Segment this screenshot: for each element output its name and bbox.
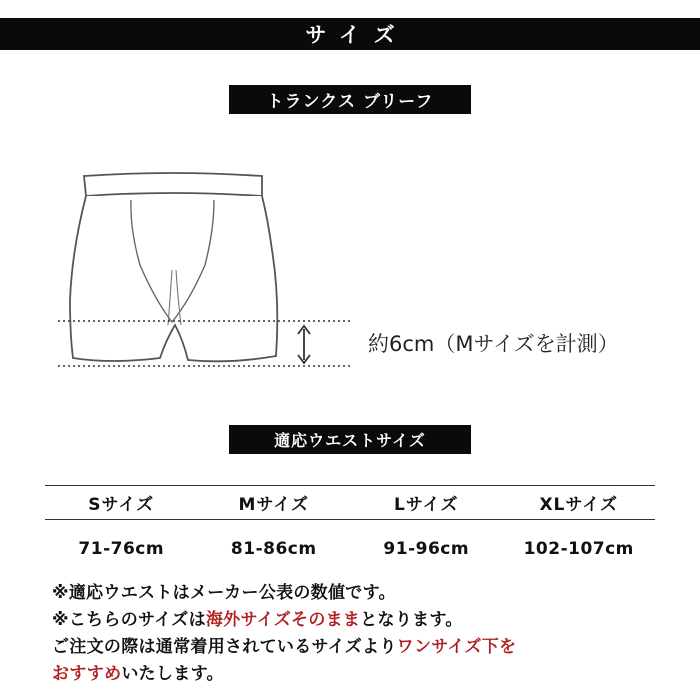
garment-type-text: トランクス ブリーフ	[266, 92, 434, 112]
value-s: 71-76cm	[78, 539, 165, 559]
size-table-row	[45, 520, 655, 579]
note-line-4-highlight: おすすめ	[52, 664, 122, 684]
value-m: 81-86cm	[230, 539, 317, 559]
note-line-2-tail: となります。	[360, 610, 463, 630]
note-line-3-text: ご注文の際は通常着用されているサイズより	[52, 637, 397, 657]
waistband-shape	[84, 173, 262, 196]
note-line-3-highlight: ワンサイズ下を	[396, 637, 517, 657]
note-line-4	[52, 661, 672, 688]
measurement-note: 約6cm（Mサイズを計測）	[368, 332, 619, 356]
garment-outline	[70, 196, 277, 361]
page-title: サイズ	[305, 23, 409, 47]
note-line-2	[52, 607, 672, 634]
value-l: 91-96cm	[383, 539, 470, 559]
value-xl: 102-107cm	[523, 539, 634, 559]
header-s: Sサイズ	[45, 486, 198, 520]
header-l: Lサイズ	[350, 486, 503, 520]
note-line-4-text: いたします。	[121, 664, 224, 684]
size-table-header-row	[45, 486, 655, 520]
waist-size-text: 適応ウエストサイズ	[274, 431, 426, 450]
note-line-1	[52, 580, 672, 607]
size-notes	[52, 580, 672, 688]
header-m: Mサイズ	[198, 486, 351, 520]
size-table	[45, 485, 655, 578]
double-arrow-icon	[298, 326, 310, 363]
note-line-3	[52, 634, 672, 661]
note-line-2-highlight: 海外サイズそのまま	[205, 610, 361, 630]
note-line-1-text: ※適応ウエストはメーカー公表の数値です。	[52, 583, 396, 603]
note-line-2-text: ※こちらのサイズは	[52, 610, 206, 630]
header-xl: XLサイズ	[503, 486, 656, 520]
waist-size-label	[229, 425, 471, 454]
